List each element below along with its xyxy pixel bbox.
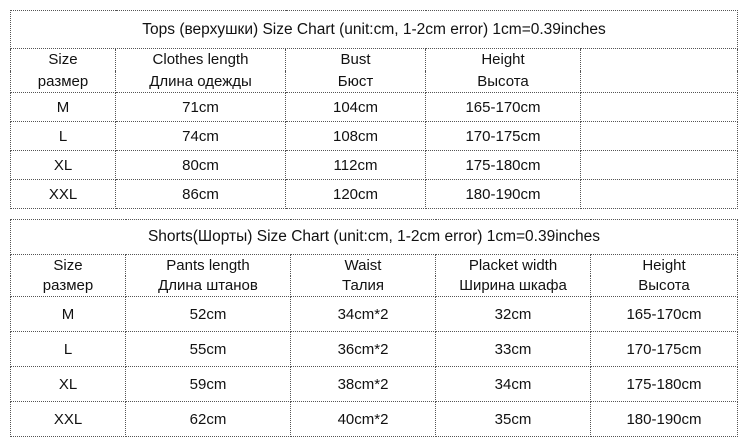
tops-header-clothes-length-ru: Длина одежды xyxy=(116,71,286,93)
tops-header-bust: Bust xyxy=(286,49,426,71)
table-cell: 165-170cm xyxy=(591,297,738,332)
shorts-header-pants-length-ru: Длина штанов xyxy=(126,276,291,297)
tops-header-bust-ru: Бюст xyxy=(286,71,426,93)
tops-header-clothes-length: Clothes length xyxy=(116,49,286,71)
tops-header-empty-ru xyxy=(581,71,738,93)
shorts-header-placket-width-ru: Ширина шкафа xyxy=(436,276,591,297)
shorts-row-l xyxy=(11,332,738,367)
table-cell: 175-180cm xyxy=(426,151,581,180)
table-cell: 180-190cm xyxy=(591,402,738,437)
tops-row-xxl xyxy=(11,180,738,209)
shorts-row-xxl xyxy=(11,402,738,437)
tops-header-size: Size xyxy=(11,49,116,71)
table-cell: 180-190cm xyxy=(426,180,581,209)
shorts-size-table xyxy=(10,219,738,437)
table-cell: 165-170cm xyxy=(426,93,581,122)
shorts-header-pants-length: Pants length xyxy=(126,255,291,276)
table-cell xyxy=(581,180,738,209)
tops-header-height: Height xyxy=(426,49,581,71)
tops-header-empty xyxy=(581,49,738,71)
table-cell: 86cm xyxy=(116,180,286,209)
shorts-size-chart xyxy=(10,219,737,437)
table-cell: 74cm xyxy=(116,122,286,151)
table-cell: 36cm*2 xyxy=(291,332,436,367)
table-cell: 170-175cm xyxy=(591,332,738,367)
table-cell: 175-180cm xyxy=(591,367,738,402)
tops-header-height-ru: Высота xyxy=(426,71,581,93)
shorts-header-height: Height xyxy=(591,255,738,276)
shorts-header-waist-ru: Талия xyxy=(291,276,436,297)
table-cell: 104cm xyxy=(286,93,426,122)
table-cell: XL xyxy=(11,151,116,180)
tops-size-chart xyxy=(10,10,737,209)
table-cell: 62cm xyxy=(126,402,291,437)
table-cell: M xyxy=(11,93,116,122)
table-cell: 34cm*2 xyxy=(291,297,436,332)
shorts-header-height-ru: Высота xyxy=(591,276,738,297)
table-cell: XXL xyxy=(11,180,116,209)
shorts-row-xl xyxy=(11,367,738,402)
table-cell: 55cm xyxy=(126,332,291,367)
tops-header-size-ru: размер xyxy=(11,71,116,93)
table-cell: 32cm xyxy=(436,297,591,332)
tops-row-l xyxy=(11,122,738,151)
tops-size-table xyxy=(10,10,738,209)
tops-row-m xyxy=(11,93,738,122)
table-cell: 52cm xyxy=(126,297,291,332)
table-cell xyxy=(581,122,738,151)
shorts-row-m xyxy=(11,297,738,332)
shorts-header-size: Size xyxy=(11,255,126,276)
table-cell: M xyxy=(11,297,126,332)
table-cell: 80cm xyxy=(116,151,286,180)
shorts-header-size-ru: размер xyxy=(11,276,126,297)
table-cell: 33cm xyxy=(436,332,591,367)
table-cell: 35cm xyxy=(436,402,591,437)
shorts-header-placket-width: Placket width xyxy=(436,255,591,276)
table-cell: XXL xyxy=(11,402,126,437)
shorts-header-waist: Waist xyxy=(291,255,436,276)
table-cell xyxy=(581,151,738,180)
table-cell: XL xyxy=(11,367,126,402)
table-cell: 112cm xyxy=(286,151,426,180)
table-cell: 38cm*2 xyxy=(291,367,436,402)
table-cell: 170-175cm xyxy=(426,122,581,151)
table-cell: 40cm*2 xyxy=(291,402,436,437)
table-cell: 71cm xyxy=(116,93,286,122)
table-cell: 108cm xyxy=(286,122,426,151)
table-cell: L xyxy=(11,332,126,367)
tops-chart-title: Tops (верхушки) Size Chart (unit:cm, 1-2cm error) 1cm=0.39inches xyxy=(11,11,738,49)
table-cell xyxy=(581,93,738,122)
table-cell: 120cm xyxy=(286,180,426,209)
shorts-chart-title: Shorts(Шорты) Size Chart (unit:cm, 1-2cm error) 1cm=0.39inches xyxy=(11,220,738,255)
tops-row-xl xyxy=(11,151,738,180)
table-cell: L xyxy=(11,122,116,151)
table-cell: 59cm xyxy=(126,367,291,402)
table-cell: 34cm xyxy=(436,367,591,402)
